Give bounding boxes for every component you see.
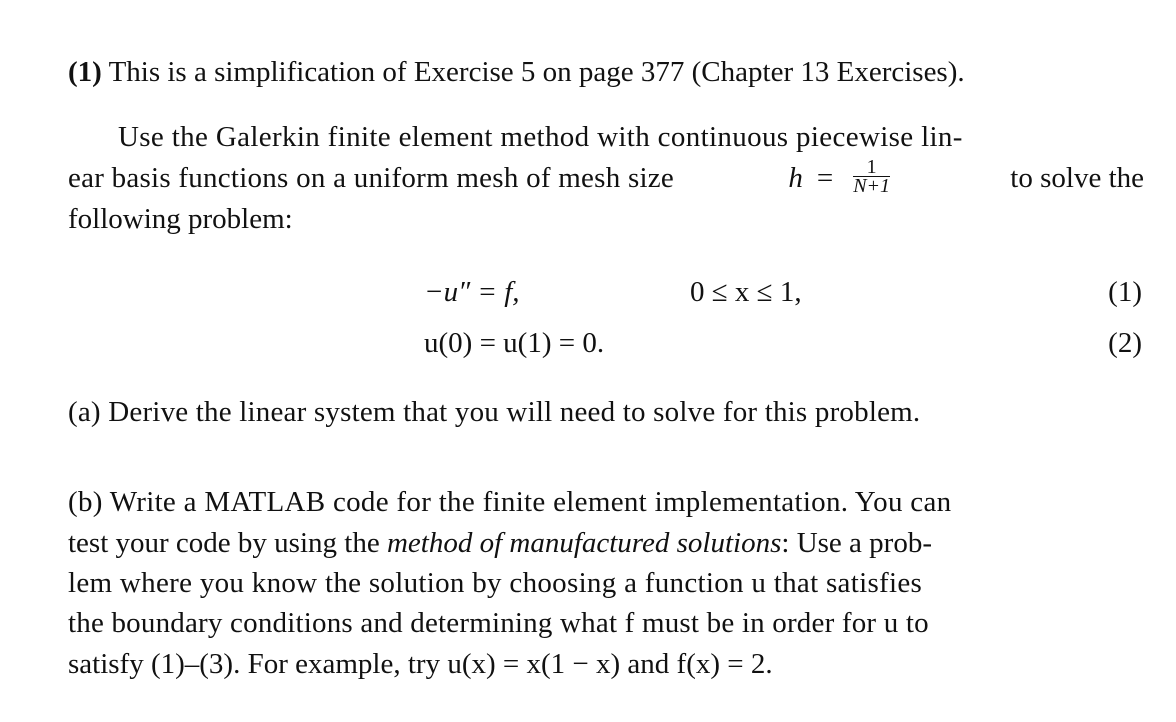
part-b-line-2 [68, 523, 1144, 563]
mesh-size-fraction [853, 155, 891, 197]
paragraph-line-1 [118, 117, 1144, 157]
part-a [68, 392, 1144, 432]
paragraph-line-2-pre: ear basis functions on a uniform mesh of mesh size [68, 162, 675, 194]
paragraph-line-3 [68, 199, 1144, 239]
part-b-line-1 [68, 482, 1144, 522]
equals-sign: = [816, 162, 834, 194]
equation-2-lhs-text: u(0) = u(1) = 0. [424, 327, 605, 359]
part-b-line-4-text: the boundary conditions and determining what f must be in order for u to [68, 607, 929, 639]
equation-1-condition-text: 0 ≤ x ≤ 1, [690, 276, 802, 308]
problem-header [68, 52, 1144, 92]
part-b-line-2-post: : Use a prob- [781, 527, 932, 559]
part-b-line-5-text: satisfy (1)–(3). For example, try u(x) = x(1 − x) and f(x) = 2. [68, 648, 773, 680]
part-b-line-2-italic: method of manufactured solutions [386, 527, 782, 559]
problem-number: (1) [68, 56, 102, 88]
paragraph-line-1-text: Use the Galerkin finite element method with continuous piecewise lin- [118, 121, 963, 153]
mesh-size-variable: h [788, 162, 803, 194]
part-b-line-5 [68, 644, 1144, 684]
part-b-line-3-text: lem where you know the solution by choosing a function u that satisfies [68, 567, 923, 599]
equation-1-condition [690, 272, 802, 312]
fraction-numerator: 1 [853, 158, 890, 177]
problem-intro: This is a simplification of Exercise 5 on page 377 (Chapter 13 Exercises). [108, 56, 965, 88]
paragraph-line-2 [68, 155, 1144, 198]
part-a-text: (a) Derive the linear system that you will need to solve for this problem. [68, 396, 921, 428]
part-b-line-4 [68, 603, 1144, 643]
equation-1-number: (1) [1108, 276, 1142, 308]
fraction-denominator: N+1 [853, 174, 891, 197]
paragraph-line-2-post: to solve the [1010, 162, 1144, 194]
mesh-size-expression [788, 155, 896, 198]
equation-1-lhs-text: −u″ = f, [424, 276, 520, 308]
part-b-line-3 [68, 563, 1144, 603]
equation-1-lhs [424, 272, 520, 312]
part-b-line-1-text: (b) Write a MATLAB code for the finite element implementation. You can [68, 486, 952, 518]
equation-2-lhs [424, 323, 604, 363]
equation-2-number: (2) [1108, 327, 1142, 359]
part-b-line-2-pre: test your code by using the [68, 527, 380, 559]
paragraph-line-3-text: following problem: [68, 203, 293, 235]
